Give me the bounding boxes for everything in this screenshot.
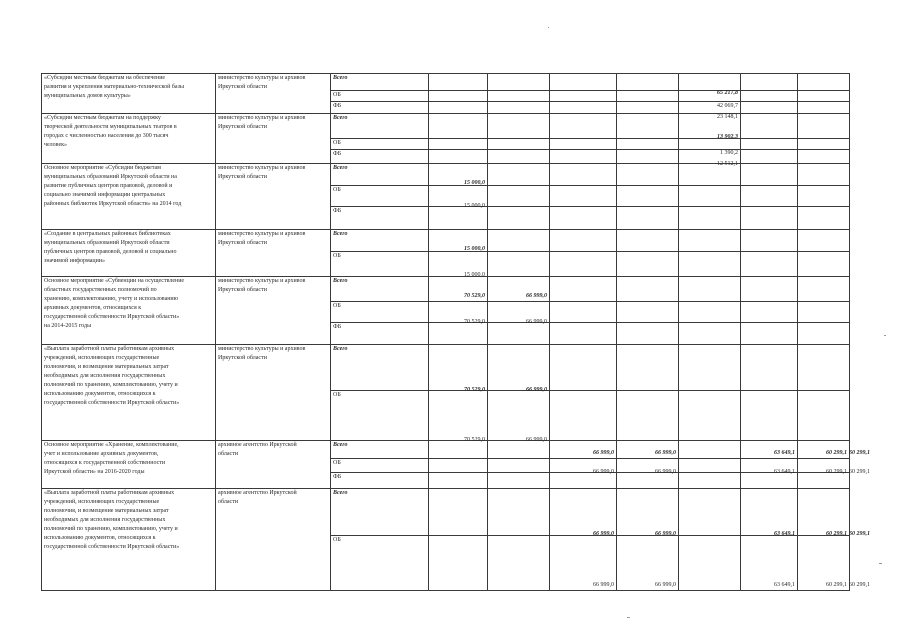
program-name-line: муниципальных образований Иркутской области	[44, 240, 170, 246]
amount-cell: 63 649,1	[774, 450, 795, 456]
amount-cell: 60 299,1	[826, 582, 847, 588]
program-name-line: на 2014-2015 годы	[44, 323, 92, 329]
amount-cell: 66 999,0	[593, 469, 614, 475]
grid-line-v	[797, 73, 798, 591]
program-name-line: развития и укрепления материально-технической базы	[44, 84, 184, 90]
grid-line-h	[41, 590, 850, 591]
amount-cell: 66 999,0	[526, 437, 547, 443]
program-name-line: публичных центров правовой, деловой и социально	[44, 249, 177, 255]
amount-cell: 70 529,0	[464, 387, 485, 393]
program-name-line: «Выплата заработной платы работникам архивных	[44, 490, 175, 496]
funding-source-label: Всего	[333, 75, 348, 81]
amount-cell: 60 299,1	[849, 582, 870, 588]
funding-source-label: Всего	[333, 165, 348, 171]
amount-cell: 15 000,0	[464, 180, 485, 186]
grid-line-h	[330, 458, 850, 459]
program-name-line: человек»	[44, 142, 68, 148]
grid-line-h	[330, 138, 850, 139]
funding-source-label: ОБ	[333, 303, 341, 309]
grid-line-v	[330, 73, 331, 591]
executor-name-line: министерство культуры и архивов	[218, 115, 306, 121]
amount-cell: 60 299,1	[849, 469, 870, 475]
program-name-line: «Субсидии местным бюджетам на обеспечение	[44, 75, 166, 81]
funding-source-label: ОБ	[333, 460, 341, 466]
program-name-line: государственной собственности Иркутской области»	[44, 314, 180, 320]
program-name-line: относящихся к государственной собственности	[44, 460, 166, 466]
program-name-line: архивных документов, относящихся к	[44, 305, 142, 311]
funding-source-label: Всего	[333, 346, 348, 352]
program-name-line: хранению, комплектованию, учету и использованию	[44, 296, 179, 302]
amount-cell: 66 999,0	[526, 319, 547, 325]
amount-cell: 70 529,0	[464, 293, 485, 299]
program-name-line: муниципальных образований Иркутской области на	[44, 174, 177, 180]
amount-cell: 12 512,1	[717, 161, 738, 167]
program-name-line: «Выплата заработной платы работникам архивных	[44, 346, 175, 352]
amount-cell: 66 999,0	[526, 293, 547, 299]
amount-cell: 63 649,1	[774, 469, 795, 475]
funding-source-label: ОБ	[333, 187, 341, 193]
amount-cell: 66 999,0	[593, 450, 614, 456]
funding-source-label: Всего	[333, 490, 348, 496]
funding-source-label: ОБ	[333, 92, 341, 98]
grid-line-h	[330, 185, 850, 186]
grid-line-h	[330, 101, 850, 102]
program-name-line: «Субсидии местным бюджетам на поддержку	[44, 115, 161, 121]
executor-name-line: Иркутской области	[218, 355, 267, 361]
program-name-line: полномочия, и возмещение материальных затрат	[44, 364, 169, 370]
amount-cell: 66 999,0	[526, 387, 547, 393]
amount-cell: 66 999,0	[655, 582, 676, 588]
amount-cell: 23 148,1	[717, 114, 738, 120]
program-name-line: Основное мероприятие «Субсидии бюджетам	[44, 165, 161, 171]
executor-name-line: Иркутской области	[218, 84, 267, 90]
program-name-line: «Создание в центральных районных библиотеках	[44, 231, 171, 237]
program-name-line: развитие публичных центров правовой, деловой и	[44, 183, 173, 189]
program-name-line: учреждений, исполняющих государственные	[44, 355, 160, 361]
amount-cell: 1 390,2	[720, 150, 738, 156]
funding-source-label: ОБ	[333, 253, 341, 259]
funding-source-label: Всего	[333, 442, 348, 448]
program-name-line: полномочий по хранению, комплектованию, учету и	[44, 526, 178, 532]
grid-line-h	[330, 149, 850, 150]
program-name-line: Иркутской области» на 2016-2020 годы	[44, 469, 145, 475]
program-name-line: областных государственных полномочий по	[44, 287, 157, 293]
executor-name-line: Иркутской области	[218, 174, 267, 180]
program-name-line: Основное мероприятие «Хранение, комплектование,	[44, 442, 179, 448]
funding-source-label: ОБ	[333, 140, 341, 146]
executor-name-line: Иркутской области	[218, 124, 267, 130]
grid-line-v	[487, 73, 488, 591]
funding-source-label: Всего	[333, 231, 348, 237]
executor-name-line: области	[218, 451, 239, 457]
program-name-line: учреждений, исполняющих государственные	[44, 499, 160, 505]
program-name-line: полномочий по хранению, комплектованию, учету и	[44, 382, 178, 388]
amount-cell: 60 299,1	[849, 450, 870, 456]
amount-cell: 66 999,0	[655, 531, 676, 537]
program-name-line: использованию документов, относящихся к	[44, 535, 156, 541]
grid-line-h	[330, 90, 850, 91]
program-name-line: необходимых для исполнения государственных	[44, 373, 166, 379]
amount-cell: 60 299,1	[849, 531, 870, 537]
program-name-line: социально значимой информации центральных	[44, 192, 166, 198]
executor-name-line: министерство культуры и архивов	[218, 278, 306, 284]
program-name-line: городах с численностью населения до 300 тысяч	[44, 133, 169, 139]
grid-line-h	[330, 206, 850, 207]
amount-cell: 63 649,1	[774, 531, 795, 537]
amount-cell: 60 299,1	[826, 450, 847, 456]
funding-source-label: ФБ	[333, 324, 342, 330]
amount-cell: 66 999,0	[593, 582, 614, 588]
amount-cell: 66 999,0	[655, 469, 676, 475]
scan-speck	[879, 563, 882, 564]
amount-cell: 60 299,1	[826, 469, 847, 475]
grid-line-v	[616, 73, 617, 591]
executor-name-line: министерство культуры и архивов	[218, 165, 306, 171]
funding-source-label: ФБ	[333, 208, 342, 214]
executor-name-line: министерство культуры и архивов	[218, 231, 306, 237]
scan-speck	[884, 335, 886, 336]
grid-line-v	[41, 73, 42, 591]
grid-line-v	[849, 73, 850, 591]
program-name-line: государственной собственности Иркутской области»	[44, 544, 180, 550]
amount-cell: 15 000,0	[464, 203, 485, 209]
amount-cell: 13 902,3	[717, 134, 738, 140]
grid-line-v	[215, 73, 216, 591]
amount-cell: 60 299,1	[826, 531, 847, 537]
program-name-line: значимой информации»	[44, 258, 106, 264]
program-name-line: государственной собственности Иркутской области»	[44, 400, 180, 406]
amount-cell: 66 999,0	[593, 531, 614, 537]
amount-cell: 66 999,0	[655, 450, 676, 456]
grid-line-h	[330, 251, 850, 252]
funding-source-label: ФБ	[333, 103, 342, 109]
amount-cell: 70 529,0	[464, 319, 485, 325]
funding-source-label: ОБ	[333, 392, 341, 398]
executor-name-line: Иркутской области	[218, 287, 267, 293]
amount-cell: 70 529,0	[464, 437, 485, 443]
program-name-line: муниципальных домов культуры»	[44, 93, 131, 99]
executor-name-line: области	[218, 499, 239, 505]
amount-cell: 63 649,1	[774, 582, 795, 588]
funding-source-label: ФБ	[333, 151, 342, 157]
executor-name-line: Иркутской области	[218, 240, 267, 246]
program-name-line: необходимых для исполнения государственных	[44, 517, 166, 523]
grid-line-v	[740, 73, 741, 591]
funding-source-label: ОБ	[333, 537, 341, 543]
funding-source-label: Всего	[333, 115, 348, 121]
grid-line-h	[330, 390, 850, 391]
program-name-line: полномочия, и возмещение материальных затрат	[44, 508, 169, 514]
grid-line-h	[330, 322, 850, 323]
program-name-line: творческой деятельности муниципальных театров в	[44, 124, 177, 130]
amount-cell: 42 069,7	[717, 103, 738, 109]
amount-cell: 65 217,8	[717, 90, 738, 96]
program-name-line: Основное мероприятие «Субвенции на осуществление	[44, 278, 185, 284]
executor-name-line: министерство культуры и архивов	[218, 75, 306, 81]
amount-cell: 15 000,0	[464, 272, 485, 278]
scan-speck	[548, 27, 549, 28]
program-name-line: учет и использование архивных документов,	[44, 451, 159, 457]
grid-line-h	[330, 301, 850, 302]
grid-line-v	[549, 73, 550, 591]
scan-speck	[627, 617, 630, 618]
program-name-line: районных библиотек Иркутской области» на 2014 год	[44, 201, 182, 207]
grid-line-v	[428, 73, 429, 591]
program-name-line: использованию документов, относящихся к	[44, 391, 156, 397]
executor-name-line: архивное агентство Иркутской	[218, 490, 297, 496]
executor-name-line: архивное агентство Иркутской	[218, 442, 297, 448]
funding-source-label: ФБ	[333, 474, 342, 480]
executor-name-line: министерство культуры и архивов	[218, 346, 306, 352]
funding-source-label: Всего	[333, 278, 348, 284]
amount-cell: 15 000,0	[464, 246, 485, 252]
